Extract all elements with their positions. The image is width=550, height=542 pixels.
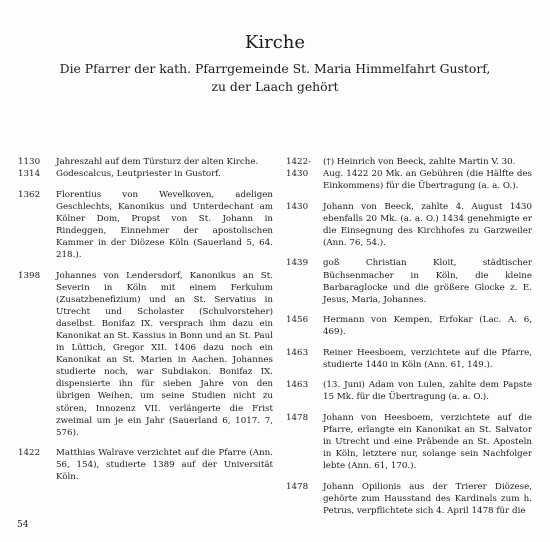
page-title: Kirche <box>244 32 306 53</box>
list-item <box>286 257 532 305</box>
list-item <box>18 168 273 180</box>
left-column <box>18 156 273 492</box>
entry-text: (†) Heinrich von Beeck, zahlte Martin V. 30. <box>323 157 516 167</box>
entry-text: goß Christian Kloit, städtischer Büchsenmacher in Köln, die kleine Barbaraglocke und die größere Glocke z. E. Jesus, Maria, Johannes. <box>323 258 532 305</box>
subtitle-line-1: Die Pfarrer der kath. Pfarrgemeinde St. Maria Himmelfahrt Gustorf, <box>59 61 491 76</box>
list-item <box>18 189 273 262</box>
entry-year: 1463 <box>286 380 309 391</box>
entry-text: (13. Juni) Adam von Lulen, zahlte dem Papste 15 Mk. für die Übertragung (a. a. O.). <box>323 380 532 403</box>
entry-year: 1398 <box>18 270 41 281</box>
subtitle-line-2: zu der Laach gehört <box>211 79 339 94</box>
right-column <box>286 156 532 525</box>
entry-year: 1422- <box>286 157 312 167</box>
entry-text: Johannes von Lendersdorf, Kanonikus an St. Severin in Köln mit einem Ferkulum (Zusatzbenefizium) und an St. Servatius in Utrecht und Scholaster (Schulvorsteher) daselbst. Bonifaz IX. versprach ihm dazu ein Kanonikat an St. Kassius in Bonn und an St. Paul in Lüttich, Gregor XII. 1406 dazu noch ein Kanonikat an St. Marien in Aachen. Johannes studierte noch, war Subdiakon. Bonifaz IX. dispensierte ihn für sieben Jahre von den übrigen Weihen, um seine Studien nicht zu stören, Innozenz VII. verlängerte die Frist zweimal um je ein Jahr (Sauerland 6, 1017. 7, 576). <box>56 270 273 438</box>
entry-year: 1422 <box>18 448 41 459</box>
entry-text: Johann von Beeck, zahlte 4. August 1430 ebenfalls 20 Mk. (a. a. O.) 1434 genehmigte er die Einsegnung des Kirchhofes zu Garzweiler (Ann. 76, 54.). <box>323 201 532 248</box>
list-item <box>18 270 273 439</box>
entry-year: 1362 <box>18 189 41 200</box>
entry-text: Reiner Heesboem, verzichtete auf die Pfarre, studierte 1440 in Köln (Ann. 61, 149.). <box>323 347 532 370</box>
entry-year: 1478 <box>286 412 309 423</box>
list-item <box>286 347 532 371</box>
entry-text: Florentius von Wevelkoven, adeligen Geschlechts, Kanonikus und Unterdechant am Kölner Dom, Propst von St. Johann in Rindeggen, Einnehmer der apostolischen Kammer in der Diözese Köln (Sauerland 5, 64. 218.). <box>56 189 273 261</box>
list-item <box>18 447 273 483</box>
entry-year: 1430 <box>286 201 309 212</box>
list-item <box>286 379 532 403</box>
entry-year: 1314 <box>18 169 41 180</box>
entry-year: 1478 <box>286 481 309 492</box>
entry-text: Johann Opilionis aus der Trierer Diözese, gehörte zum Hausstand des Kardinals zum h. Petrus, verpflichtete sich 4. April 1478 für die <box>323 481 532 516</box>
entry-text: Jahreszahl auf dem Türsturz der alten Kirche. <box>56 157 259 167</box>
page-number: 54 <box>17 520 29 530</box>
list-item <box>286 314 532 338</box>
entry-text: Aug. 1422 20 Mk. an Gebühren (die Hälfte des Einkommens) für die Übertragung (a. a. O.). <box>323 169 532 192</box>
entry-year: 1463 <box>286 347 309 358</box>
entry-year: 1130 <box>18 157 41 167</box>
list-item <box>286 156 532 168</box>
list-item <box>286 201 532 249</box>
entry-year: 1439 <box>286 258 309 269</box>
list-item <box>286 412 532 472</box>
entry-text: Matthias Walrave verzichtet auf die Pfarre (Ann. 56, 154), studierte 1389 auf der Universität Köln. <box>56 448 273 483</box>
list-item <box>18 156 273 168</box>
list-item <box>286 168 532 192</box>
entry-text: Johann von Heesboem, verzichtete auf die Pfarre, erlangte ein Kanonikat an St. Salvator in Utrecht und eine Präbende an St. Aposteln in Köln, letztere nur, solange sein Nachfolger lebte (Ann. 61, 170.). <box>323 412 532 472</box>
page-subtitle <box>0 60 550 96</box>
entry-text: Hermann von Kempen, Erfokar (Lac. A. 6, 469). <box>323 315 532 338</box>
entry-text: Godescalcus, Leutpriester in Gustorf. <box>56 169 221 180</box>
entry-year: 1456 <box>286 315 309 326</box>
entry-year: 1430 <box>286 169 309 180</box>
list-item <box>286 481 532 517</box>
